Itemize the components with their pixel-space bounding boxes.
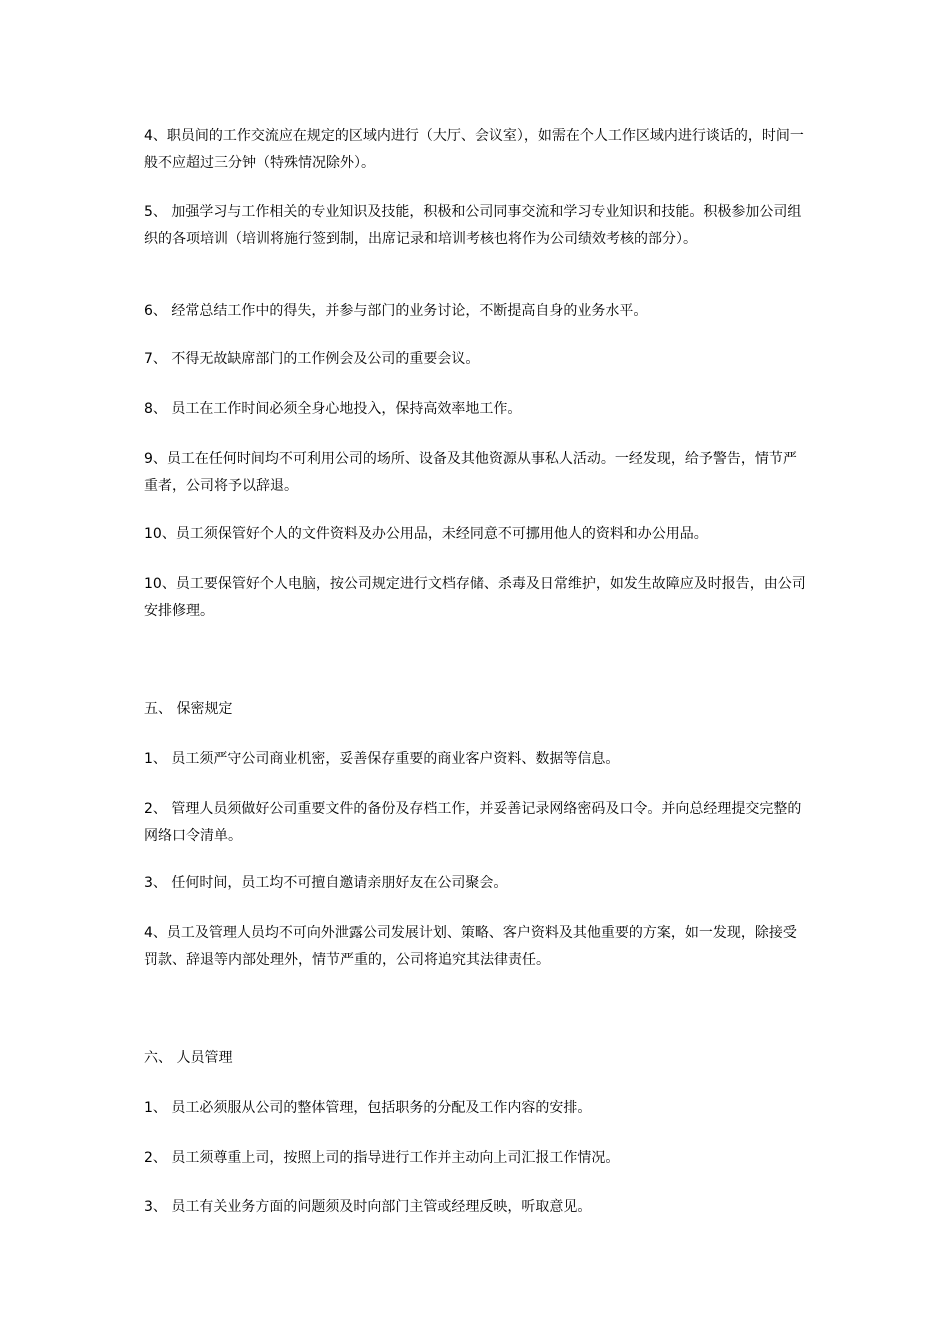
rule-paragraph: 4、员工及管理人员均不可向外泄露公司发展计划、策略、客户资料及其他重要的方案，如一发现，除接受罚款、辞退等内部处理外，情节严重的，公司将追究其法律责任。 [144, 925, 797, 968]
rule-paragraph: 5、 加强学习与工作相关的专业知识及技能，积极和公司同事交流和学习专业知识和技能。积极参加公司组织的各项培训（培训将施行签到制，出席记录和培训考核也将作为公司绩效考核的部分）。 [144, 204, 802, 247]
rule-paragraph: 10、员工要保管好个人电脑，按公司规定进行文档存储、杀毒及日常维护，如发生故障应及时报告，由公司安排修理。 [144, 576, 806, 619]
rule-paragraph: 4、职员间的工作交流应在规定的区域内进行（大厅、会议室），如需在个人工作区域内进行谈话的，时间一般不应超过三分钟（特殊情况除外）。 [144, 128, 804, 171]
rule-paragraph: 8、 员工在工作时间必须全身心地投入，保持高效率地工作。 [144, 401, 522, 417]
rule-paragraph: 1、 员工须严守公司商业机密，妥善保存重要的商业客户资料、数据等信息。 [144, 751, 620, 767]
section-heading-personnel: 六、 人员管理 [144, 1050, 233, 1066]
rule-paragraph: 2、 管理人员须做好公司重要文件的备份及存档工作，并妥善记录网络密码及口令。并向总经理提交完整的网络口令清单。 [144, 801, 802, 844]
rule-paragraph: 2、 员工须尊重上司，按照上司的指导进行工作并主动向上司汇报工作情况。 [144, 1150, 620, 1166]
rule-paragraph: 10、员工须保管好个人的文件资料及办公用品，未经同意不可挪用他人的资料和办公用品。 [144, 526, 708, 542]
section-heading-confidentiality: 五、 保密规定 [144, 701, 233, 717]
rule-paragraph: 1、 员工必须服从公司的整体管理，包括职务的分配及工作内容的安排。 [144, 1100, 592, 1116]
rule-paragraph: 3、 任何时间，员工均不可擅自邀请亲朋好友在公司聚会。 [144, 875, 508, 891]
rule-paragraph: 9、员工在任何时间均不可利用公司的场所、设备及其他资源从事私人活动。一经发现，给予警告，情节严重者，公司将予以辞退。 [144, 451, 797, 494]
rule-paragraph: 3、 员工有关业务方面的问题须及时向部门主管或经理反映，听取意见。 [144, 1199, 592, 1215]
rule-paragraph: 7、 不得无故缺席部门的工作例会及公司的重要会议。 [144, 351, 480, 367]
rule-paragraph: 6、 经常总结工作中的得失，并参与部门的业务讨论，不断提高自身的业务水平。 [144, 303, 648, 319]
